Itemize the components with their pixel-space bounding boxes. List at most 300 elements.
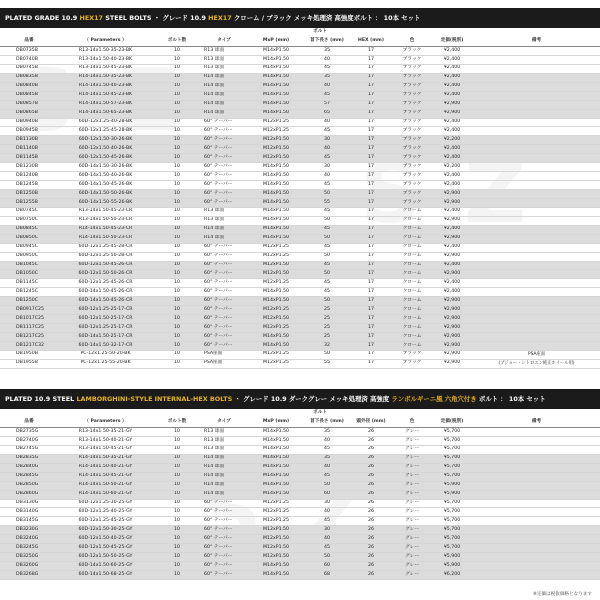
part-number-cell: DB1217C25 [0, 333, 58, 342]
type-cell: 60° テーパー [201, 517, 247, 526]
table-row [0, 145, 600, 154]
hex-cell: 17 [349, 333, 393, 342]
bolt-count-cell: 10 [153, 526, 201, 535]
part-number-cell: DB3260G [0, 562, 58, 571]
length-cell: 50 [305, 553, 349, 562]
length-cell: 35 [305, 428, 349, 437]
type-cell: 60° テーパー [201, 154, 247, 163]
price-cell: ¥2,400 [431, 145, 473, 154]
hex-cell: 17 [349, 216, 393, 225]
color-cell: クローム [393, 333, 431, 342]
hex-cell: 17 [349, 279, 393, 288]
hex-cell: 26 [349, 463, 393, 472]
price-cell: ¥2,400 [431, 118, 473, 127]
length-cell: 50 [305, 216, 349, 225]
part-number-cell: DB0945C [0, 243, 58, 252]
length-cell: 40 [305, 82, 349, 91]
price-cell: ¥2,900 [431, 100, 473, 109]
thread-cell: M12xP1.25 [247, 306, 305, 315]
parameters-cell: 60D-14x1.50-45-26-CR [58, 297, 153, 306]
price-cell: ¥2,200 [431, 163, 473, 172]
thread-cell: M14xP1.50 [247, 288, 305, 297]
type-cell: R14 球面 [201, 73, 247, 82]
parameters-cell: 60D-14x1.50-55-26-BK [58, 198, 153, 207]
table-row [0, 270, 600, 279]
table-row [0, 445, 600, 454]
type-cell: 60° テーパー [201, 333, 247, 342]
thread-cell: M12xP1.50 [247, 315, 305, 324]
part-number-cell: DB1240B [0, 172, 58, 181]
parameters-cell: 60D-12x1.50-40-25-GY [58, 535, 153, 544]
thread-cell: M14xP1.50 [247, 428, 305, 437]
color-cell: ブラック [393, 47, 431, 56]
thread-cell: M14xP1.50 [247, 297, 305, 306]
remarks-cell [473, 454, 600, 463]
color-cell: ブラック [393, 136, 431, 145]
bolt-count-cell: 10 [153, 341, 201, 350]
type-cell: 60° テーパー [201, 172, 247, 181]
remarks-cell [473, 472, 600, 481]
color-cell: グレー [393, 463, 431, 472]
table-row [0, 190, 600, 199]
price-cell: ¥2,900 [431, 216, 473, 225]
type-cell: R14 球面 [201, 225, 247, 234]
table-row [0, 47, 600, 56]
table-row [0, 490, 600, 499]
length-cell: 50 [305, 350, 349, 359]
bolt-count-cell: 10 [153, 91, 201, 100]
type-cell: R13 球面 [201, 428, 247, 437]
table-row [0, 100, 600, 109]
part-number-cell: DB1955B [0, 359, 58, 368]
thread-cell: M12xP1.50 [247, 154, 305, 163]
thread-cell: M14xP1.50 [247, 562, 305, 571]
hex-cell: 17 [349, 100, 393, 109]
bolt-count-cell: 10 [153, 207, 201, 216]
hex-cell: 26 [349, 562, 393, 571]
type-cell: R14 球面 [201, 234, 247, 243]
bolt-count-cell: 10 [153, 243, 201, 252]
hex-cell: 17 [349, 243, 393, 252]
price-cell: ¥2,900 [431, 333, 473, 342]
thread-cell: M12xP1.25 [247, 279, 305, 288]
length-cell: 40 [305, 172, 349, 181]
type-cell: 60° テーパー [201, 544, 247, 553]
part-number-cell: DB2835G [0, 454, 58, 463]
section-1-title: PLATED GRADE 10.9 HEX17 STEEL BOLTS ・ グレード 10.9 HEX17 クローム / ブラック メッキ処理済 高強度ボルト ： 10本 セット [0, 8, 600, 28]
bolt-count-cell: 10 [153, 517, 201, 526]
header-color: 色 [393, 36, 431, 47]
color-cell: グレー [393, 472, 431, 481]
remarks-cell [473, 207, 600, 216]
bolt-count-cell: 10 [153, 306, 201, 315]
table-row [0, 517, 600, 526]
table-row [0, 207, 600, 216]
part-number-cell: DB1245C [0, 288, 58, 297]
hex-cell: 17 [349, 145, 393, 154]
price-cell: ¥6,200 [431, 571, 473, 580]
thread-cell: M14xP1.50 [247, 207, 305, 216]
parameters-cell: R13-14x1.50-35-21-GY [58, 428, 153, 437]
type-cell: 60° テーパー [201, 526, 247, 535]
bolt-count-cell: 10 [153, 428, 201, 437]
type-cell: 60° テーパー [201, 535, 247, 544]
price-cell: ¥2,900 [431, 341, 473, 350]
color-cell: ブラック [393, 359, 431, 368]
thread-cell: M14xP1.50 [247, 73, 305, 82]
parameters-cell: R13-14x1.50-40-21-GY [58, 436, 153, 445]
part-number-cell: DB0945B [0, 127, 58, 136]
part-number-cell: DB1245B [0, 181, 58, 190]
remarks-cell [473, 445, 600, 454]
type-cell: 60° テーパー [201, 145, 247, 154]
table-row [0, 181, 600, 190]
table-row [0, 91, 600, 100]
remarks-cell [473, 562, 600, 571]
header-length: 首下長さ (mm) [305, 417, 349, 428]
color-cell: クローム [393, 306, 431, 315]
thread-cell: M14xP1.50 [247, 341, 305, 350]
part-number-cell: DB0835B [0, 73, 58, 82]
hex-cell: 17 [349, 341, 393, 350]
color-cell: ブラック [393, 73, 431, 82]
bolt-count-cell: 10 [153, 472, 201, 481]
bolt-count-cell: 10 [153, 109, 201, 118]
remarks-cell [473, 100, 600, 109]
length-cell: 40 [305, 463, 349, 472]
type-cell: R13 球面 [201, 207, 247, 216]
thread-cell: M12xP1.25 [247, 499, 305, 508]
bolt-count-cell: 10 [153, 198, 201, 207]
color-cell: ブラック [393, 172, 431, 181]
thread-cell: M12xP1.25 [247, 324, 305, 333]
parameters-cell: R13-14x1.50-45-23-BK [58, 64, 153, 73]
table-row [0, 472, 600, 481]
part-number-cell: DB0845B [0, 91, 58, 100]
color-cell: クローム [393, 234, 431, 243]
thread-cell: M12xP1.50 [247, 136, 305, 145]
type-cell: 60° テーパー [201, 571, 247, 580]
thread-cell: M14xP1.50 [247, 571, 305, 580]
header-length: 首下長さ (mm) [305, 36, 349, 47]
length-cell: 45 [305, 544, 349, 553]
price-cell: ¥5,900 [431, 490, 473, 499]
thread-cell: M12xP1.50 [247, 270, 305, 279]
bolt-count-cell: 10 [153, 297, 201, 306]
remarks-cell [473, 517, 600, 526]
part-number-cell: DB2740G [0, 436, 58, 445]
header-color: 色 [393, 417, 431, 428]
hex-cell: 26 [349, 490, 393, 499]
remarks-cell [473, 463, 600, 472]
parameters-cell: 60D-12x1.25-25-17-CR [58, 306, 153, 315]
color-cell: クローム [393, 288, 431, 297]
table-row [0, 306, 600, 315]
hex-cell: 26 [349, 526, 393, 535]
type-cell: R14 球面 [201, 481, 247, 490]
parameters-cell: R14-14x1.50-60-21-GY [58, 490, 153, 499]
price-cell: ¥5,700 [431, 463, 473, 472]
price-cell: ¥5,700 [431, 445, 473, 454]
length-cell: 30 [305, 163, 349, 172]
part-number-cell: DB0940B [0, 118, 58, 127]
color-cell: クローム [393, 324, 431, 333]
color-cell: ブラック [393, 64, 431, 73]
remarks-cell [473, 64, 600, 73]
part-number-cell: DB2840G [0, 463, 58, 472]
table-row [0, 359, 600, 368]
part-number-cell: DB1250C [0, 297, 58, 306]
bolt-count-cell: 10 [153, 288, 201, 297]
parameters-cell: 60D-12x1.25-45-25-GY [58, 517, 153, 526]
remarks-cell [473, 571, 600, 580]
table-row [0, 454, 600, 463]
hex-cell: 26 [349, 508, 393, 517]
parameters-cell: R14-14x1.50-50-21-GY [58, 481, 153, 490]
parameters-cell: 60D-12x1.25-45-28-CR [58, 243, 153, 252]
parameters-cell: 60D-12x1.50-30-25-GY [58, 526, 153, 535]
type-cell: 60° テーパー [201, 324, 247, 333]
part-number-cell: DB1255B [0, 198, 58, 207]
parameters-cell: 60D-14x1.50-45-26-BK [58, 181, 153, 190]
length-cell: 30 [305, 136, 349, 145]
hex-cell: 17 [349, 91, 393, 100]
part-number-cell: DB1217C32 [0, 341, 58, 350]
part-number-cell: DB1050C [0, 270, 58, 279]
parameters-cell: R13-14x1.50-40-23-BK [58, 55, 153, 64]
length-cell: 40 [305, 118, 349, 127]
color-cell: グレー [393, 454, 431, 463]
remarks-cell [473, 481, 600, 490]
type-cell: 60° テーパー [201, 181, 247, 190]
length-cell: 25 [305, 306, 349, 315]
type-cell: 60° テーパー [201, 288, 247, 297]
bolt-count-cell: 10 [153, 279, 201, 288]
parameters-cell: 60D-12x1.25-50-28-CR [58, 252, 153, 261]
table-row [0, 73, 600, 82]
thread-cell: M12xP1.25 [247, 350, 305, 359]
header-part-number: 品番 [0, 417, 58, 428]
table-row [0, 341, 600, 350]
bolt-count-cell: 10 [153, 535, 201, 544]
color-cell: ブラック [393, 350, 431, 359]
header-remarks: 備考 [473, 417, 600, 428]
thread-cell: M14xP1.50 [247, 490, 305, 499]
remarks-cell [473, 324, 600, 333]
table-row [0, 82, 600, 91]
bolt-count-cell: 10 [153, 261, 201, 270]
parameters-cell: 60D-12x1.25-40-28-BK [58, 118, 153, 127]
length-cell: 45 [305, 288, 349, 297]
type-cell: R13 球面 [201, 216, 247, 225]
price-cell: ¥2,400 [431, 172, 473, 181]
parameters-cell: PC-12x1.25-50-20-BK [58, 350, 153, 359]
type-cell: R13 球面 [201, 64, 247, 73]
hex-cell: 17 [349, 127, 393, 136]
color-cell: ブラック [393, 198, 431, 207]
table-row [0, 553, 600, 562]
remarks-cell [473, 315, 600, 324]
header-price: 定価(税別) [431, 417, 473, 428]
parameters-cell: R14-14x1.50-35-23-BK [58, 73, 153, 82]
price-cell: ¥5,700 [431, 499, 473, 508]
color-cell: グレー [393, 571, 431, 580]
color-cell: グレー [393, 490, 431, 499]
remarks-cell [473, 225, 600, 234]
table-row [0, 571, 600, 580]
parameters-cell: 60D-14x1.50-50-26-BK [58, 190, 153, 199]
bolt-count-cell: 10 [153, 350, 201, 359]
price-cell: ¥2,400 [431, 73, 473, 82]
header-thread: MxP (mm) [247, 36, 305, 47]
bolt-count-cell: 10 [153, 270, 201, 279]
spec-table-1 [0, 28, 600, 369]
color-cell: グレー [393, 499, 431, 508]
bolt-count-cell: 10 [153, 172, 201, 181]
bolt-count-cell: 10 [153, 55, 201, 64]
parameters-cell: R14-14x1.50-35-21-GY [58, 454, 153, 463]
thread-cell: M14xP1.50 [247, 463, 305, 472]
color-cell: ブラック [393, 190, 431, 199]
part-number-cell: DB1140B [0, 145, 58, 154]
price-cell: ¥2,400 [431, 225, 473, 234]
length-cell: 25 [305, 324, 349, 333]
price-cell: ¥2,900 [431, 190, 473, 199]
color-cell: クローム [393, 261, 431, 270]
bolt-count-cell: 10 [153, 436, 201, 445]
length-cell: 68 [305, 571, 349, 580]
parameters-cell: 60D-14x1.50-45-26-CR [58, 288, 153, 297]
part-number-cell: DB0857B [0, 100, 58, 109]
part-number-cell: DB1117C25 [0, 324, 58, 333]
thread-cell: M12xP1.25 [247, 508, 305, 517]
header-parameters: （ Parameters ） [58, 417, 153, 428]
remarks-cell [473, 47, 600, 56]
table-row [0, 252, 600, 261]
thread-cell: M14xP1.50 [247, 55, 305, 64]
remarks-cell: PSA座面 [473, 350, 600, 359]
type-cell: PSA座面 [201, 359, 247, 368]
parameters-cell: 60D-14x1.50-68-25-GY [58, 571, 153, 580]
type-cell: R14 球面 [201, 490, 247, 499]
bolt-count-cell: 10 [153, 64, 201, 73]
table-row [0, 279, 600, 288]
color-cell: ブラック [393, 181, 431, 190]
price-cell: ¥2,400 [431, 127, 473, 136]
hex-cell: 17 [349, 82, 393, 91]
type-cell: 60° テーパー [201, 270, 247, 279]
remarks-cell [473, 341, 600, 350]
hex-cell: 26 [349, 472, 393, 481]
table-row [0, 216, 600, 225]
price-cell: ¥2,900 [431, 234, 473, 243]
bolt-count-cell: 10 [153, 571, 201, 580]
part-number-cell: DB1250B [0, 190, 58, 199]
parameters-cell: 60D-12x1.25-25-17-CR [58, 324, 153, 333]
price-cell: ¥5,700 [431, 517, 473, 526]
length-cell: 55 [305, 359, 349, 368]
parameters-cell: R14-14x1.50-40-21-GY [58, 463, 153, 472]
table-row [0, 118, 600, 127]
parameters-cell: 60D-14x1.50-32-17-CR [58, 341, 153, 350]
remarks-cell [473, 181, 600, 190]
price-cell: ¥2,900 [431, 306, 473, 315]
table-row [0, 55, 600, 64]
bolt-count-cell: 10 [153, 82, 201, 91]
price-cell: ¥2,200 [431, 136, 473, 145]
parameters-cell: R13-14x1.50-45-21-GY [58, 445, 153, 454]
thread-cell: M14xP1.50 [247, 333, 305, 342]
remarks-cell [473, 252, 600, 261]
table-row [0, 234, 600, 243]
type-cell: 60° テーパー [201, 190, 247, 199]
table-row [0, 544, 600, 553]
type-cell: R13 球面 [201, 445, 247, 454]
bolt-count-cell: 10 [153, 118, 201, 127]
remarks-cell [473, 333, 600, 342]
remarks-cell [473, 234, 600, 243]
hex-cell: 17 [349, 47, 393, 56]
type-cell: 60° テーパー [201, 118, 247, 127]
parameters-cell: 60D-12x1.25-45-26-CR [58, 279, 153, 288]
parameters-cell: 60D-14x1.50-60-25-GY [58, 562, 153, 571]
price-cell: ¥2,900 [431, 109, 473, 118]
parameters-cell: 60D-14x1.50-30-26-BK [58, 163, 153, 172]
part-number-cell: DB2850G [0, 481, 58, 490]
part-number-cell: DB1145C [0, 279, 58, 288]
type-cell: 60° テーパー [201, 252, 247, 261]
remarks-cell [473, 428, 600, 437]
bolt-count-cell: 10 [153, 562, 201, 571]
part-number-cell: DB0750C [0, 216, 58, 225]
length-cell: 45 [305, 91, 349, 100]
price-cell: ¥2,900 [431, 198, 473, 207]
thread-cell: M12xP1.25 [247, 118, 305, 127]
part-number-cell: DB0850C [0, 234, 58, 243]
parameters-cell: 60D-12x1.25-40-25-GY [58, 508, 153, 517]
parameters-cell: R14-14x1.50-57-23-BK [58, 100, 153, 109]
bolt-count-cell: 10 [153, 47, 201, 56]
table-row [0, 109, 600, 118]
remarks-cell [473, 535, 600, 544]
header-bolt-count: ボルト数 [153, 36, 201, 47]
header-type: タイプ [201, 417, 247, 428]
bolt-count-cell: 10 [153, 508, 201, 517]
hex-cell: 26 [349, 517, 393, 526]
color-cell: ブラック [393, 145, 431, 154]
bolt-count-cell: 10 [153, 454, 201, 463]
remarks-cell [473, 297, 600, 306]
part-number-cell: DB3140G [0, 508, 58, 517]
remarks-cell [473, 145, 600, 154]
price-cell: ¥5,700 [431, 454, 473, 463]
remarks-cell [473, 136, 600, 145]
color-cell: グレー [393, 436, 431, 445]
hex-cell: 26 [349, 553, 393, 562]
table-row [0, 136, 600, 145]
price-cell: ¥2,900 [431, 252, 473, 261]
part-number-cell: DB3268G [0, 571, 58, 580]
header-bolt-group: ボルト [313, 409, 327, 415]
type-cell: PSA座面 [201, 350, 247, 359]
type-cell: R14 球面 [201, 91, 247, 100]
remarks-cell [473, 490, 600, 499]
header-head-diameter: 頭外径 (mm) [349, 417, 393, 428]
length-cell: 45 [305, 127, 349, 136]
color-cell: クローム [393, 225, 431, 234]
remarks-cell [473, 499, 600, 508]
price-cell: ¥2,400 [431, 91, 473, 100]
